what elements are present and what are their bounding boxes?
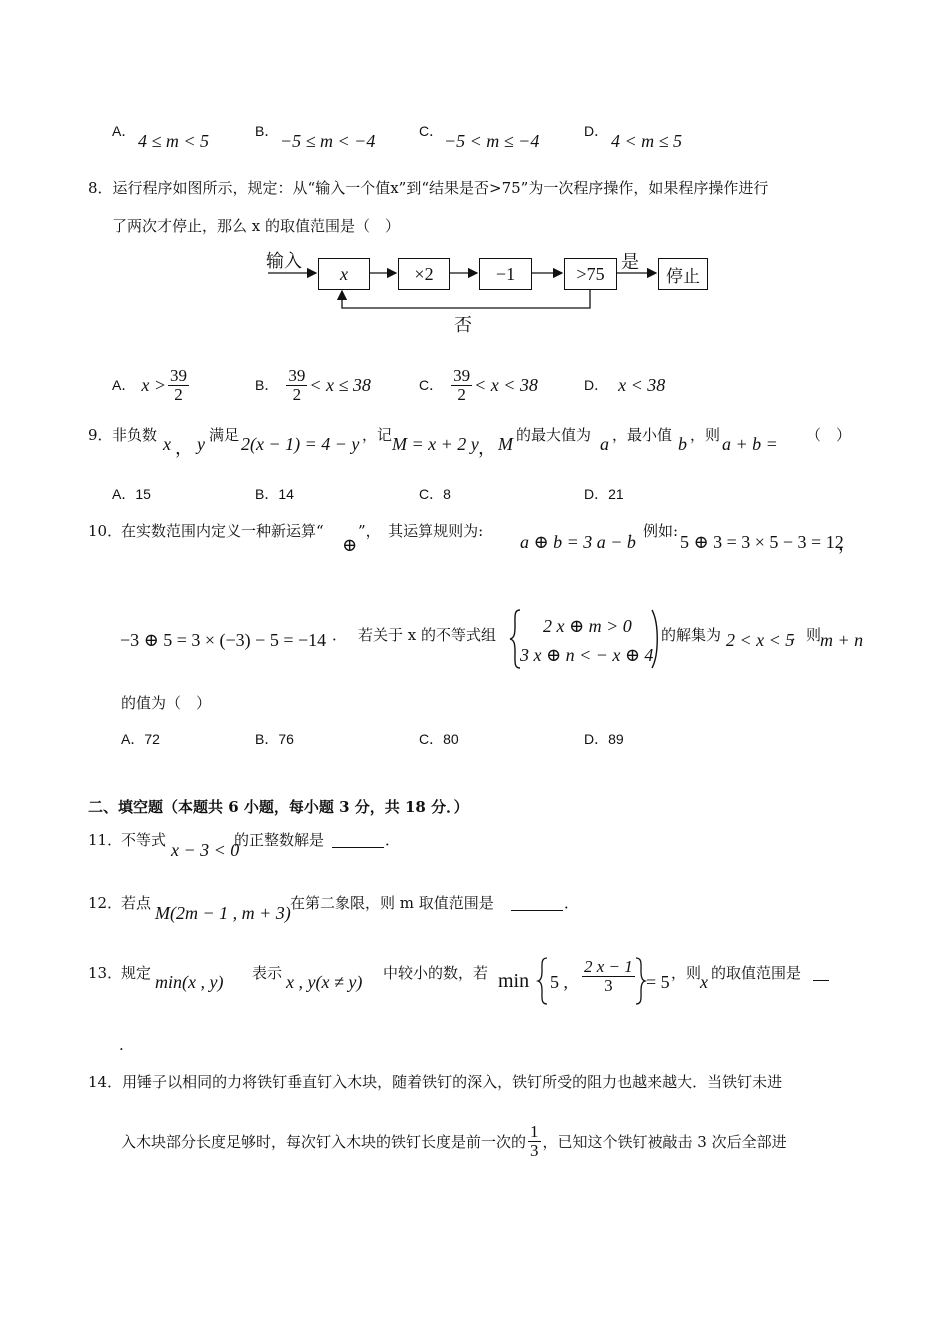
q8-option-c (419, 363, 538, 407)
q10-example1: 5 ⊕ 3 = 3 × 5 − 3 = 12 (680, 532, 844, 552)
flow-yes-label: 是 (621, 252, 639, 273)
q10-example2: −3 ⊕ 5 = 3 × (−3) − 5 = −14 (120, 630, 327, 650)
q13-eq5: = 5 (646, 972, 670, 992)
q10-text4: 若关于 x 的不等式组 (358, 626, 496, 644)
option-value: 80 (443, 731, 459, 747)
q7-option-a-math: 4 ≤ m < 5 (138, 131, 210, 151)
q9-text6: ，则 (690, 426, 721, 444)
q9-b: b (678, 434, 687, 454)
q10-m-plus-n: m + n (820, 630, 864, 650)
flow-box-x: x (318, 258, 370, 290)
flow-box-gt75: >75 (564, 258, 617, 290)
q11-text1: 不等式 (121, 831, 167, 849)
q8-option-b (255, 363, 371, 407)
option-label: B． (255, 123, 279, 139)
fraction (582, 958, 635, 995)
q12-blank[interactable] (511, 892, 563, 911)
q10-comma: ， (838, 534, 856, 554)
q10-option-a (121, 729, 160, 749)
q13-text4: ，则 (671, 964, 702, 982)
q14-line1 (88, 1071, 782, 1092)
q7-option-d-math: 4 < m ≤ 5 (611, 131, 683, 151)
q9-text3: ，记 (362, 426, 393, 444)
q9-M: M (498, 434, 513, 454)
q9-text5: ，最小值 (612, 426, 673, 444)
q11-math: x − 3 < 0 (171, 840, 240, 860)
fraction (168, 367, 189, 404)
q10-op: ⊕ (342, 535, 358, 555)
fraction-denominator: 2 (174, 384, 183, 404)
q13-five: 5 , (550, 972, 568, 992)
q13-text3: 中较小的数，若 (383, 964, 489, 982)
option-label: B． (255, 377, 279, 393)
fraction-numerator: 39 (288, 365, 306, 385)
option-label: D． (584, 377, 609, 393)
q9-text2: 满足 (209, 426, 240, 444)
q13-number: 13． (88, 964, 123, 982)
q9-equation: 2(x − 1) = 4 − y (241, 434, 360, 454)
option-math-post: < x < 38 (474, 374, 538, 395)
question-text: ，已知这个铁钉被敲击 3 次后全部进 (542, 1132, 787, 1151)
flow-box-minus1: −1 (479, 258, 532, 290)
fraction-numerator: 1 (530, 1121, 539, 1141)
option-label: B． (255, 731, 279, 747)
option-value: 89 (608, 731, 624, 747)
question-text: 用锤子以相同的力将铁钉垂直钉入木块，随着铁钉的深入，铁钉所受的阻力也越来越大．当铁钉未进 (122, 1073, 783, 1091)
q9-y: y (197, 434, 205, 454)
q10-text2: ”， 其运算规则为: (358, 522, 484, 540)
option-value: 8 (443, 486, 451, 502)
q10-text6: ．则 (791, 626, 822, 644)
option-label: A． (121, 731, 145, 747)
option-label: D． (584, 486, 609, 502)
q10-number: 10． (88, 522, 123, 540)
fraction-numerator: 39 (169, 365, 187, 385)
q13-xy: x , y(x ≠ y) (286, 972, 363, 992)
q13-fraction (580, 958, 637, 995)
flow-no-label: 否 (454, 315, 472, 336)
option-label: D． (584, 731, 609, 747)
question-number: 8． (88, 179, 113, 197)
q13-min1: min(x , y) (155, 972, 224, 992)
q9-a-plus-b: a + b = (722, 434, 778, 454)
q11-number: 11． (88, 831, 123, 849)
q14-line2 (121, 1118, 787, 1164)
q12-number: 12． (88, 894, 123, 912)
right-brace (633, 956, 647, 1006)
left-brace (536, 956, 550, 1006)
q8-option-a (112, 363, 191, 407)
section-title: 二、填空题（本题共 6 小题，每小题 3 分，共 18 分．） (88, 798, 469, 816)
option-label: C． (419, 123, 444, 139)
flow-input-label: 输入 (266, 251, 302, 272)
option-value: 76 (278, 731, 294, 747)
option-label: C． (419, 731, 444, 747)
q10-system-line1: 2 x ⊕ m > 0 (543, 616, 632, 636)
q9-a: a (600, 434, 609, 454)
q9-number: 9． (88, 426, 113, 444)
q10-text1: 在实数范围内定义一种新运算“ (121, 522, 324, 540)
q10-solution: 2 < x < 5 (726, 630, 795, 650)
q11-blank[interactable] (332, 829, 384, 848)
q11-end: ． (385, 831, 401, 849)
q9-m-equation: M = x + 2 y (392, 434, 479, 454)
q9-paren: （ ） (806, 426, 852, 444)
q9-text1: 非负数 (112, 426, 158, 444)
fraction-denominator: 2 (292, 384, 302, 404)
q13-text5: 的取值范围是 (711, 964, 802, 982)
q10-system-line2: 3 x ⊕ n < − x ⊕ 4 (520, 645, 654, 665)
q10-dot: ． (332, 626, 348, 644)
q9-option-d (584, 484, 624, 504)
fraction-denominator: 3 (604, 975, 613, 995)
option-value: 15 (135, 486, 151, 502)
option-math-pre: x < 38 (618, 374, 666, 395)
q10-text3: ．例如: (628, 522, 679, 540)
option-label: C． (419, 377, 444, 393)
q12-text1: 若点 (121, 894, 152, 912)
option-label: A． (112, 123, 136, 139)
q12-end: ． (564, 894, 580, 912)
q9-comma2: ， (478, 438, 496, 458)
q7-option-c-math: −5 < m ≤ −4 (444, 131, 540, 151)
q9-comma1: ， (175, 438, 193, 458)
option-label: C． (419, 486, 444, 502)
fraction-denominator: 2 (457, 384, 466, 404)
q8-line2: 了两次才停止，那么 x 的取值范围是（ ） (112, 217, 400, 235)
option-value: 14 (278, 486, 294, 502)
q10-option-b (255, 729, 294, 749)
q12-math: M(2m − 1 , m + 3) (155, 903, 291, 923)
q13-x: x (700, 972, 708, 992)
fraction-denominator: 3 (530, 1140, 539, 1160)
q8-option-d (584, 363, 665, 407)
option-math-post: < x ≤ 38 (309, 374, 371, 395)
q10-text7: 的值为（ ） (121, 694, 212, 712)
option-value: 72 (144, 731, 160, 747)
fraction (528, 1123, 541, 1160)
option-label: A． (112, 377, 136, 393)
option-math-pre: x > (141, 374, 166, 395)
fraction-numerator: 39 (453, 365, 471, 385)
q10-option-c (419, 729, 459, 749)
fraction (286, 367, 307, 404)
q13-blank[interactable] (813, 962, 829, 981)
q11-text2: 的正整数解是 (234, 831, 325, 849)
option-label: A． (112, 486, 136, 502)
q9-x: x (163, 434, 171, 454)
q10-option-d (584, 729, 624, 749)
fraction-numerator: 2 x − 1 (584, 957, 633, 976)
arrow-no (342, 289, 590, 308)
q7-option-b-math: −5 ≤ m < −4 (280, 131, 376, 151)
q9-option-c (419, 484, 451, 504)
q9-option-b (255, 484, 294, 504)
q12-text2: 在第二象限，则 m 取值范围是 (290, 894, 494, 912)
option-value: 21 (608, 486, 624, 502)
q13-text1: 规定 (121, 964, 152, 982)
q9-text4: 的最大值为 (516, 426, 592, 444)
question-text: 入木块部分长度足够时，每次钉入木块的铁钉长度是前一次的 (121, 1132, 527, 1151)
question-number: 14． (88, 1073, 123, 1091)
flowchart-arrows (0, 0, 950, 340)
option-label: D． (584, 123, 609, 139)
right-paren (650, 608, 660, 670)
fraction (451, 367, 472, 404)
flow-box-stop: 停止 (658, 258, 708, 290)
option-label: B． (255, 486, 279, 502)
q13-dot: . (119, 1036, 124, 1054)
q9-option-a (112, 484, 151, 504)
question-text: 运行程序如图所示，规定：从“输入一个值x”到“结果是否>75”为一次程序操作，如果程序操作进行 (112, 179, 769, 197)
flow-box-times2: ×2 (398, 258, 450, 290)
q13-text2: 表示 (252, 964, 283, 982)
q13-min-pre: min (498, 970, 530, 992)
q10-text5: 的解集为 (661, 626, 722, 644)
q10-rule: a ⊕ b = 3 a − b (520, 532, 636, 552)
